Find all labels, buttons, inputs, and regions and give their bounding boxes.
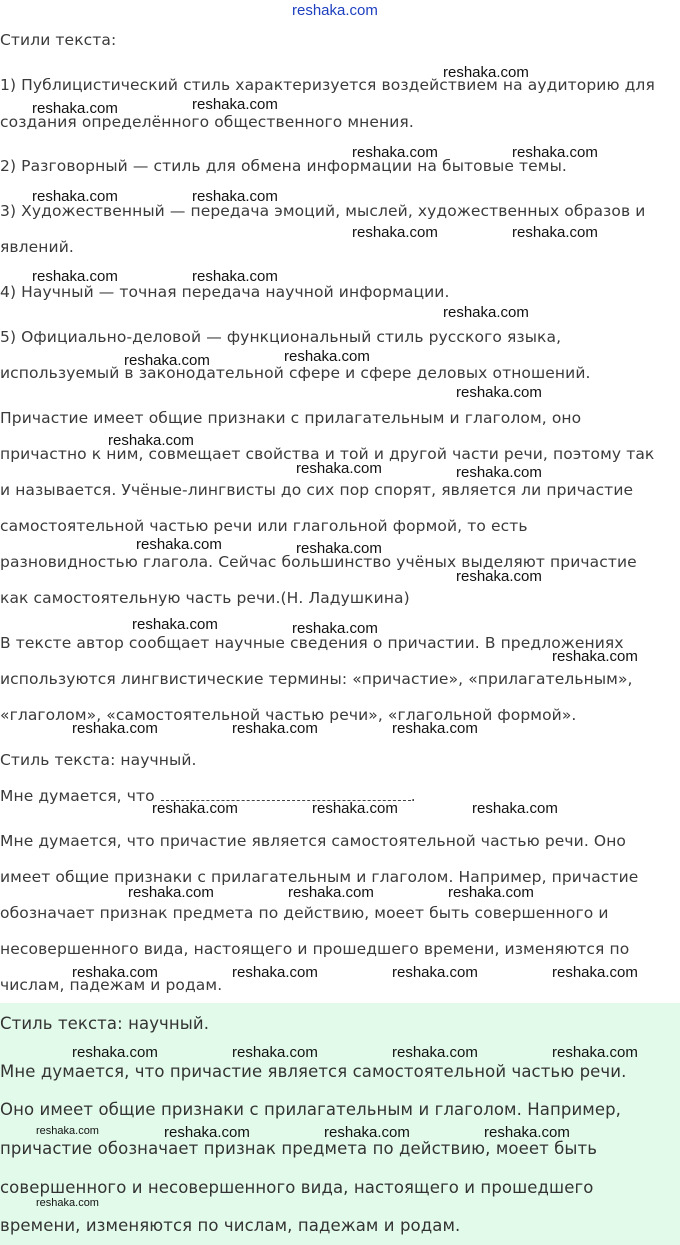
watermark: reshaka.com (36, 1125, 99, 1137)
watermark: reshaka.com (552, 648, 638, 665)
watermark: reshaka.com (552, 964, 638, 981)
answer-style: Стиль текста: научный. (0, 1014, 210, 1033)
watermark: reshaka.com (484, 1124, 570, 1141)
watermark: reshaka.com (296, 540, 382, 557)
heading: Стили текста: (0, 31, 117, 49)
watermark: reshaka.com (36, 1197, 99, 1209)
analysis-line-3: «глаголом», «самостоятельной частью речи», «глагольной формой». (0, 706, 577, 724)
prompt-end: . (410, 787, 416, 805)
style-line-1: 1) Публицистический стиль характеризуется воздействием на аудиторию для (0, 76, 655, 94)
watermark: reshaka.com (352, 224, 438, 241)
style-line-7: 5) Официально-деловой — функциональный стиль русского языка, (0, 328, 562, 346)
watermark: reshaka.com (32, 188, 118, 205)
watermark: reshaka.com (232, 964, 318, 981)
source-line-4: самостоятельной частью речи или глагольной формой, то есть (0, 517, 528, 535)
watermark: reshaka.com (72, 964, 158, 981)
opinion-line-5: числам, падежам и родам. (0, 976, 223, 994)
watermark: reshaka.com (136, 536, 222, 553)
watermark: reshaka.com (392, 1044, 478, 1061)
watermark: reshaka.com (152, 800, 238, 817)
watermark: reshaka.com (72, 1044, 158, 1061)
style-line-8: используемый в законодательной сфере и сфере деловых отношений. (0, 364, 591, 382)
watermark: reshaka.com (312, 800, 398, 817)
watermark: reshaka.com (72, 720, 158, 737)
watermark: reshaka.com (443, 304, 529, 321)
watermark: reshaka.com (232, 1044, 318, 1061)
watermark: reshaka.com (288, 884, 374, 901)
watermark: reshaka.com (192, 188, 278, 205)
opinion-line-2: имеет общие признаки с прилагательным и глаголом. Например, причастие (0, 868, 639, 886)
style-line-5: явлений. (0, 238, 74, 256)
watermark: reshaka.com (132, 616, 218, 633)
watermark: reshaka.com (108, 432, 194, 449)
analysis-line-1: В тексте автор сообщает научные сведения о причастии. В предложениях (0, 634, 624, 652)
analysis-line-2: используются лингвистические термины: «причастие», «прилагательным», (0, 670, 633, 688)
watermark: reshaka.com (456, 384, 542, 401)
source-line-2: причастно к ним, совмещает свойства и той и другой части речи, поэтому так (0, 445, 655, 463)
watermark: reshaka.com (456, 568, 542, 585)
watermark: reshaka.com (472, 800, 558, 817)
opinion-line-3: обозначает признак предмета по действию, моеет быть совершенного и (0, 904, 609, 922)
watermark: reshaka.com (164, 1124, 250, 1141)
opinion-line-1: Мне думается, что причастие является самостоятельной частью речи. Оно (0, 832, 627, 850)
watermark: reshaka.com (192, 96, 278, 113)
watermark: reshaka.com (512, 224, 598, 241)
watermark: reshaka.com (392, 720, 478, 737)
watermark: reshaka.com (448, 884, 534, 901)
watermark: reshaka.com (128, 884, 214, 901)
style-line-3: 2) Разговорный — стиль для обмена информации на бытовые темы. (0, 157, 567, 175)
watermark: reshaka.com (456, 464, 542, 481)
watermark: reshaka.com (392, 964, 478, 981)
source-line-1: Причастие имеет общие признаки с прилагательным и глаголом, оно (0, 409, 582, 427)
style-answer: Стиль текста: научный. (0, 751, 197, 769)
watermark: reshaka.com (32, 268, 118, 285)
watermark: reshaka.com (324, 1124, 410, 1141)
answer-line-3: причастие обозначает признак предмета по действию, моеет быть (0, 1139, 598, 1158)
source-line-6: как самостоятельную часть речи.(Н. Ладушкина) (0, 589, 410, 607)
answer-line-2: Оно имеет общие признаки с прилагательным и глаголом. Например, (0, 1100, 622, 1119)
source-line-5: разновидностью глагола. Сейчас большинство учёных выделяют причастие (0, 553, 637, 571)
answer-line-5: времени, изменяются по числам, падежам и родам. (0, 1216, 461, 1235)
watermark: reshaka.com (443, 64, 529, 81)
watermark: reshaka.com (192, 268, 278, 285)
watermark: reshaka.com (124, 352, 210, 369)
style-line-2: создания определённого общественного мнения. (0, 113, 414, 131)
answer-line-4: совершенного и несовершенного вида, настоящего и прошедшего (0, 1178, 594, 1197)
watermark: reshaka.com (296, 460, 382, 477)
watermark: reshaka.com (552, 1044, 638, 1061)
watermark: reshaka.com (284, 348, 370, 365)
watermark: reshaka.com (292, 620, 378, 637)
prompt-text: Мне думается, что (0, 787, 155, 805)
watermark: reshaka.com (232, 720, 318, 737)
opinion-line-4: несовершенного вида, настоящего и прошедшего времени, изменяются по (0, 940, 630, 958)
site-header-link[interactable]: reshaka.com (292, 2, 378, 19)
answer-line-1: Мне думается, что причастие является самостоятельной частью речи. (0, 1062, 627, 1081)
watermark: reshaka.com (512, 144, 598, 161)
style-line-4: 3) Художественный — передача эмоций, мыслей, художественных образов и (0, 202, 646, 220)
style-line-6: 4) Научный — точная передача научной информации. (0, 283, 450, 301)
watermark: reshaka.com (352, 144, 438, 161)
watermark: reshaka.com (32, 100, 118, 117)
source-line-3: и называется. Учёные-лингвисты до сих пор спорят, является ли причастие (0, 481, 634, 499)
